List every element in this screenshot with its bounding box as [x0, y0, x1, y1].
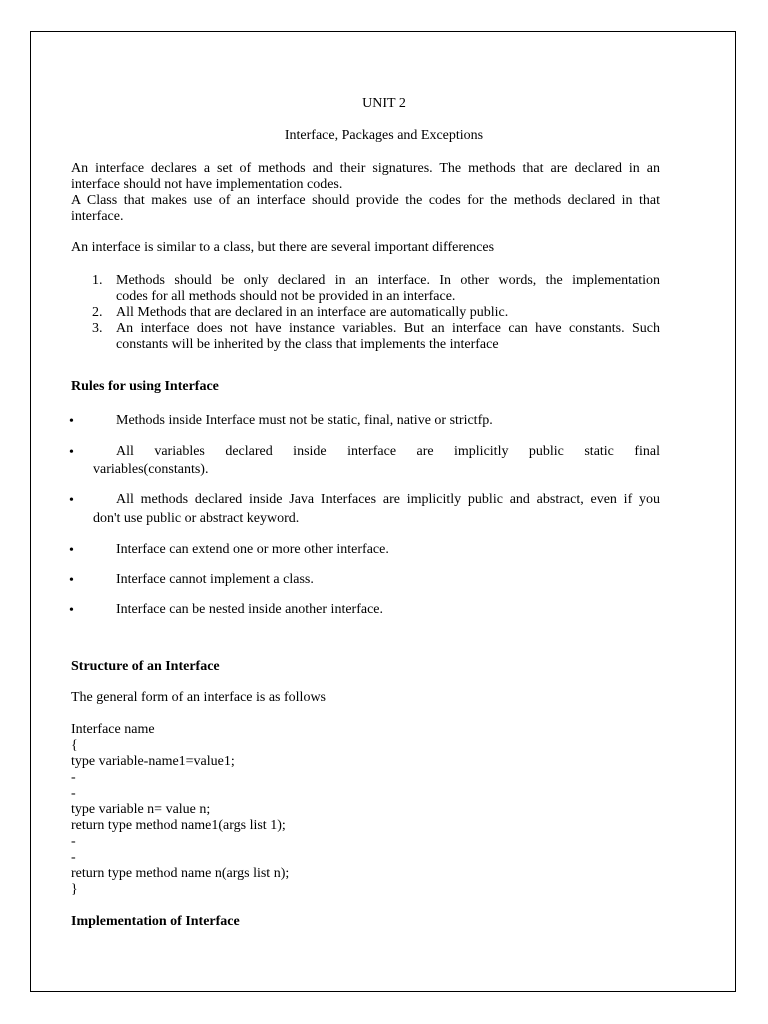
rule-item-line: Methods inside Interface must not be static, final, native or strictfp. — [116, 413, 493, 428]
code-line: type variable n= value n; — [71, 802, 211, 817]
bullet-icon: • — [69, 414, 74, 429]
document-title: Interface, Packages and Exceptions — [284, 128, 484, 143]
list-number: 2. — [92, 305, 103, 320]
code-line: Interface name — [71, 722, 155, 737]
document-page — [30, 31, 736, 992]
bullet-icon: • — [69, 603, 74, 618]
intro-line: A Class that makes use of an interface should provide the codes for the methods declared in that — [71, 193, 660, 208]
rule-item-line: Interface cannot implement a class. — [116, 572, 314, 587]
code-line: return type method name1(args list 1); — [71, 818, 286, 833]
intro-line: An interface is similar to a class, but there are several important differences — [71, 240, 495, 255]
rules-heading: Rules for using Interface — [71, 379, 219, 394]
list-item-line: All Methods that are declared in an interface are automatically public. — [116, 305, 509, 320]
list-number: 3. — [92, 321, 103, 336]
code-line: - — [71, 786, 76, 801]
code-line: { — [71, 738, 78, 753]
rule-item-line: variables(constants). — [93, 462, 209, 477]
intro-line: An interface declares a set of methods and their signatures. The methods that are declared in an — [71, 161, 660, 176]
structure-heading: Structure of an Interface — [71, 659, 220, 674]
bullet-icon: • — [69, 493, 74, 508]
bullet-icon: • — [69, 445, 74, 460]
bullet-icon: • — [69, 573, 74, 588]
rule-item-line: Interface can extend one or more other interface. — [116, 542, 389, 557]
rule-item-line: Interface can be nested inside another interface. — [116, 602, 384, 617]
code-line: - — [71, 850, 76, 865]
code-line: } — [71, 882, 78, 897]
code-line: type variable-name1=value1; — [71, 754, 235, 769]
intro-line: interface. — [71, 209, 124, 224]
implementation-heading: Implementation of Interface — [71, 914, 240, 929]
code-line: - — [71, 834, 76, 849]
list-item-line: constants will be inherited by the class that implements the interface — [116, 337, 499, 352]
rule-item-line: All variables declared inside interface are implicitly public static final — [116, 444, 660, 459]
rule-item-line: don't use public or abstract keyword. — [93, 511, 300, 526]
intro-line: interface should not have implementation codes. — [71, 177, 343, 192]
code-line: - — [71, 770, 76, 785]
list-number: 1. — [92, 273, 103, 288]
list-item-line: codes for all methods should not be provided in an interface. — [116, 289, 456, 304]
structure-intro: The general form of an interface is as follows — [71, 690, 327, 705]
unit-heading: UNIT 2 — [362, 96, 406, 111]
code-line: return type method name n(args list n); — [71, 866, 290, 881]
rule-item-line: All methods declared inside Java Interfaces are implicitly public and abstract, even if you — [116, 492, 660, 507]
bullet-icon: • — [69, 543, 74, 558]
list-item-line: Methods should be only declared in an interface. In other words, the implementation — [116, 273, 660, 288]
list-item-line: An interface does not have instance variables. But an interface can have constants. Such — [116, 321, 660, 336]
